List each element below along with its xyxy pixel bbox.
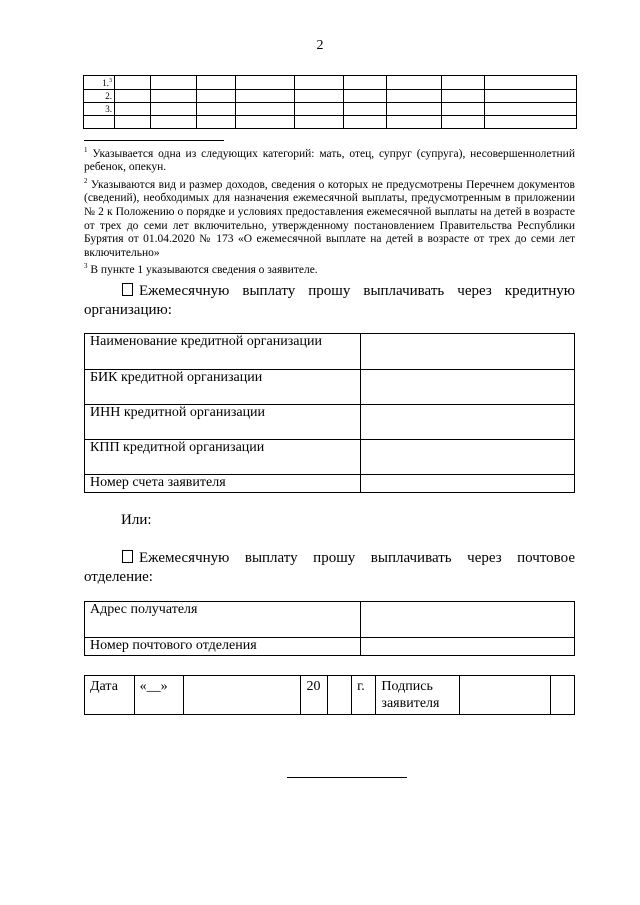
signature-field[interactable] [459,676,550,715]
footnote-1: $^1$ Указывается одна из следующих категорий: мать, отец, супруг (супруга), несовершеннолетний ребенок, опекун. [84,146,575,174]
signature-extra[interactable] [550,676,574,715]
credit-option-text: Ежемесячную выплату прошу выплачивать через кредитную организацию: [84,283,575,318]
or-text: Или: [121,512,152,528]
row-number: 3. [84,103,115,116]
inn-label: ИНН кредитной организации [85,405,361,440]
footnotes [84,144,575,278]
post-option-checkbox[interactable] [122,550,133,563]
credit-option [84,282,575,320]
table-row [85,440,575,475]
footnote-separator [84,140,224,141]
post-table [84,601,575,656]
table-row [84,76,577,90]
table-row [84,116,577,129]
table-row [84,90,577,103]
table-row [85,334,575,370]
table-row [84,103,577,116]
account-field[interactable] [361,475,575,493]
income-table [83,75,577,129]
post-option-text: Ежемесячную выплату прошу выплачивать через почтовое отделение: [84,550,575,585]
credit-name-field[interactable] [361,334,575,370]
footnote-2: $^2$ Указываются вид и размер доходов, сведения о которых не предусмотрены Перечнем документов (сведений), необходимых для назначения ежемесячной выплаты, предусмотренным в приложении № 2 к Положению о порядке и условиях предоставления ежемесячной выплаты на детей в возрасте от трех до семи лет включительно, утвержденному постановлением Правительства Республики Бурятия от 01.04.2020 № 173 «О ежемесячной выплате на детей в возрасте от трех до семи лет включительно» [84,177,575,259]
post-option [84,549,575,587]
table-row [85,370,575,405]
day-field[interactable]: «__» [134,676,184,715]
month-field[interactable] [184,676,301,715]
table-row [85,638,575,656]
year-field[interactable] [327,676,351,715]
address-field[interactable] [361,602,575,638]
post-office-field[interactable] [361,638,575,656]
credit-table [84,333,575,493]
table-row [85,475,575,493]
account-label: Номер счета заявителя [85,475,361,493]
kpp-label: КПП кредитной организации [85,440,361,475]
table-row [85,405,575,440]
end-rule [287,777,407,778]
year-prefix: 20 [301,676,327,715]
table-row [85,676,575,715]
kpp-field[interactable] [361,440,575,475]
date-label: Дата [85,676,135,715]
row-number [84,116,115,129]
year-abbr: г. [352,676,376,715]
inn-field[interactable] [361,405,575,440]
page-number: 2 [316,38,324,53]
post-office-label: Номер почтового отделения [85,638,361,656]
address-label: Адрес получателя [85,602,361,638]
bik-label: БИК кредитной организации [85,370,361,405]
footnote-3: $^3$ В пункте 1 указываются сведения о заявителе. [84,262,318,277]
row-number: 1.$^3$ [84,76,115,90]
credit-option-checkbox[interactable] [122,283,133,296]
table-row [85,602,575,638]
bik-field[interactable] [361,370,575,405]
credit-name-label: Наименование кредитной организации [85,334,361,370]
signature-table [84,675,575,715]
row-number: 2. [84,90,115,103]
signature-label: Подпись заявителя [376,676,459,715]
